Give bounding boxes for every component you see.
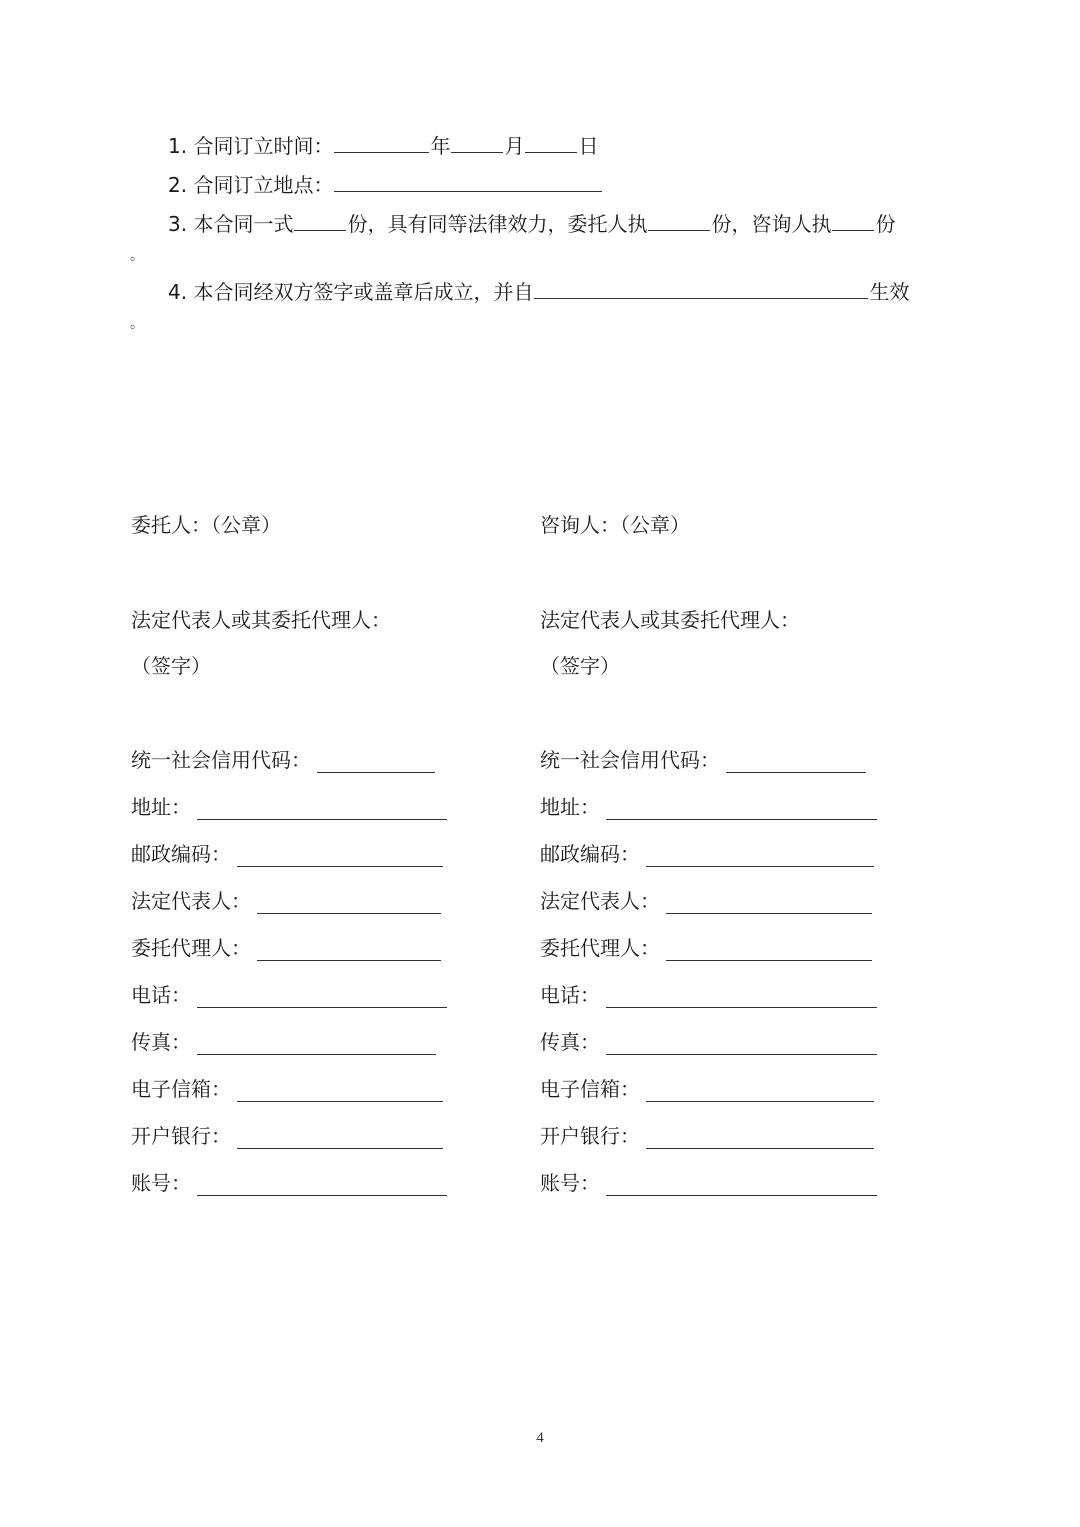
field-label: 法定代表人： [540, 889, 660, 913]
client-rep-label: 法定代表人或其委托代理人： [131, 608, 391, 632]
period-mark: 。 [130, 248, 144, 264]
clause-3 [168, 210, 895, 237]
field-label: 传真： [540, 1030, 600, 1054]
client-field-legal-rep [131, 888, 441, 914]
field-label: 电话： [540, 983, 600, 1007]
clause-text: 本合同经双方签字或盖章后成立，并自 [193, 280, 534, 304]
field-input[interactable] [237, 1130, 443, 1149]
field-label: 传真： [131, 1030, 191, 1054]
clause-text: 份，咨询人执 [711, 212, 832, 236]
consultant-field-legal-rep [540, 888, 872, 914]
field-input[interactable] [666, 895, 872, 914]
client-field-email [131, 1076, 443, 1102]
consultant-sign-label: （签字） [540, 654, 620, 678]
clause-text: 份，具有同等法律效力，委托人执 [347, 212, 648, 236]
consultant-field-credit-code [540, 747, 866, 773]
client-field-account [131, 1170, 447, 1196]
period-mark: 。 [130, 316, 144, 332]
field-label: 邮政编码： [540, 842, 640, 866]
clause-number: 3. [168, 212, 188, 236]
clause-label: 合同订立地点： [193, 173, 334, 197]
day-label: 日 [578, 134, 599, 158]
copies-consultant-blank[interactable] [832, 210, 874, 231]
client-field-fax [131, 1029, 436, 1055]
field-label: 地址： [131, 795, 191, 819]
client-field-credit-code [131, 747, 435, 773]
field-input[interactable] [646, 848, 874, 867]
consultant-field-email [540, 1076, 874, 1102]
field-input[interactable] [197, 1036, 436, 1055]
field-input[interactable] [726, 754, 866, 773]
client-field-bank [131, 1123, 443, 1149]
field-label: 电子信箱： [540, 1077, 640, 1101]
field-label: 账号： [131, 1171, 191, 1195]
clause-2 [168, 171, 603, 198]
client-sign-label: （签字） [131, 654, 211, 678]
field-label: 邮政编码： [131, 842, 231, 866]
field-input[interactable] [666, 942, 872, 961]
place-blank[interactable] [334, 171, 602, 192]
field-label: 电子信箱： [131, 1077, 231, 1101]
consultant-field-bank [540, 1123, 874, 1149]
field-label: 开户银行： [131, 1124, 231, 1148]
clause-text: 生效 [869, 280, 910, 304]
year-label: 年 [430, 134, 451, 158]
clause-text: 本合同一式 [193, 212, 294, 236]
clause-1 [168, 132, 598, 159]
consultant-field-account [540, 1170, 877, 1196]
consultant-rep-label: 法定代表人或其委托代理人： [540, 608, 800, 632]
field-input[interactable] [606, 1036, 877, 1055]
effective-date-blank[interactable] [534, 278, 868, 299]
month-label: 月 [504, 134, 525, 158]
field-input[interactable] [646, 1083, 874, 1102]
field-input[interactable] [237, 1083, 443, 1102]
clause-label: 合同订立时间： [193, 134, 334, 158]
field-input[interactable] [257, 942, 441, 961]
clause-text: 份 [875, 212, 896, 236]
consultant-field-agent [540, 935, 872, 961]
client-seal-label: 委托人：（公章） [131, 513, 281, 537]
field-input[interactable] [606, 801, 877, 820]
clause-4 [168, 278, 909, 305]
copies-total-blank[interactable] [294, 210, 346, 231]
copies-client-blank[interactable] [648, 210, 710, 231]
field-label: 统一社会信用代码： [540, 748, 720, 772]
consultant-field-postal-code [540, 841, 874, 867]
field-label: 委托代理人： [131, 936, 251, 960]
field-input[interactable] [646, 1130, 874, 1149]
year-blank[interactable] [334, 132, 429, 153]
field-input[interactable] [197, 801, 447, 820]
consultant-field-address [540, 794, 877, 820]
client-field-postal-code [131, 841, 443, 867]
field-input[interactable] [257, 895, 441, 914]
consultant-field-fax [540, 1029, 877, 1055]
field-label: 统一社会信用代码： [131, 748, 311, 772]
field-label: 开户银行： [540, 1124, 640, 1148]
field-label: 账号： [540, 1171, 600, 1195]
clause-number: 2. [168, 173, 188, 197]
field-input[interactable] [606, 989, 877, 1008]
clause-number: 4. [168, 280, 188, 304]
day-blank[interactable] [525, 132, 577, 153]
clause-number: 1. [168, 134, 188, 158]
field-label: 电话： [131, 983, 191, 1007]
consultant-seal-label: 咨询人：（公章） [540, 513, 690, 537]
field-label: 委托代理人： [540, 936, 660, 960]
page-number: 4 [536, 1430, 544, 1446]
client-field-address [131, 794, 447, 820]
month-blank[interactable] [451, 132, 503, 153]
field-label: 地址： [540, 795, 600, 819]
field-input[interactable] [606, 1177, 877, 1196]
field-input[interactable] [197, 1177, 447, 1196]
consultant-field-phone [540, 982, 877, 1008]
client-field-agent [131, 935, 441, 961]
field-input[interactable] [237, 848, 443, 867]
field-input[interactable] [197, 989, 447, 1008]
field-input[interactable] [317, 754, 435, 773]
client-field-phone [131, 982, 447, 1008]
field-label: 法定代表人： [131, 889, 251, 913]
